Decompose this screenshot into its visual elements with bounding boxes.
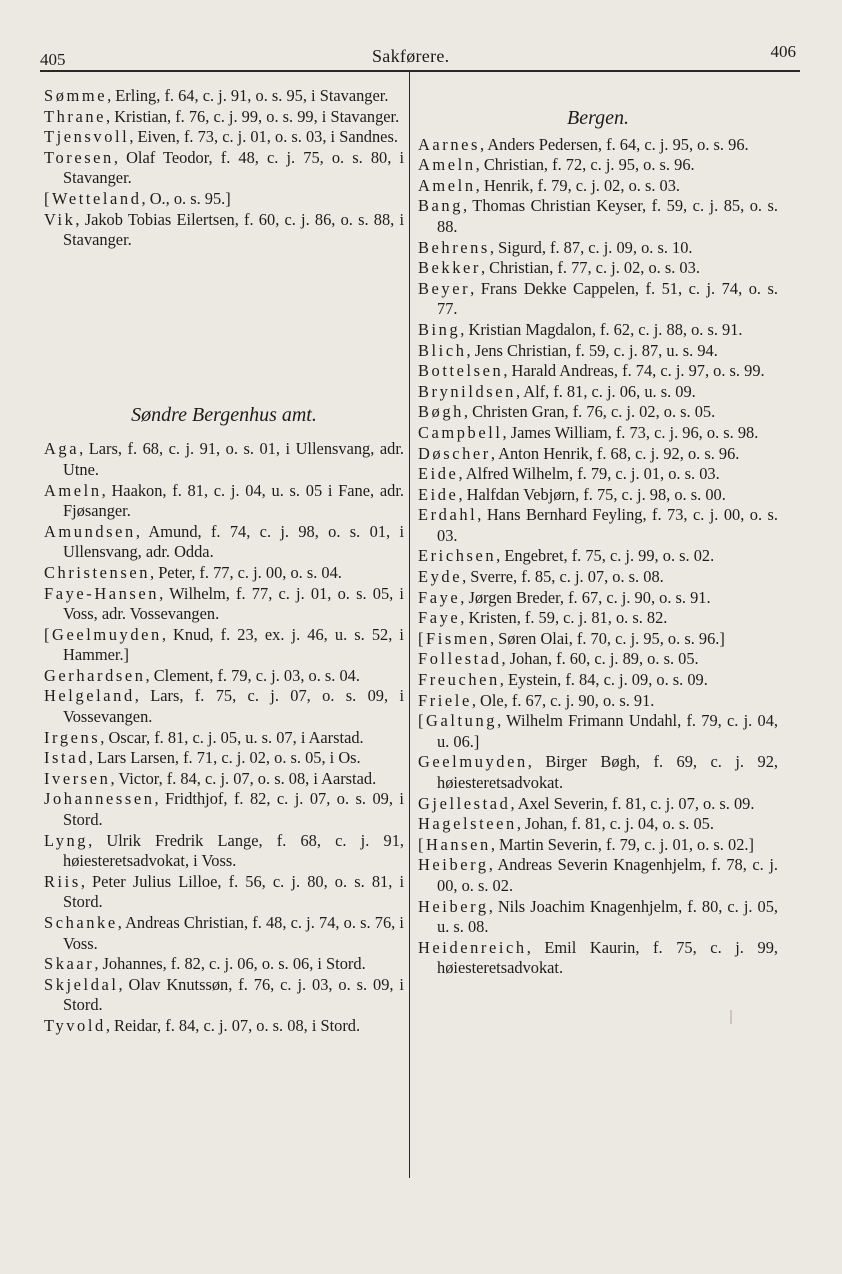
entry-surname: Tjensvoll: [44, 127, 130, 147]
entry-surname: Amundsen: [44, 521, 136, 541]
entry-details: , Peter, f. 77, c. j. 00, o. s. 04.: [150, 562, 342, 582]
entry-surname: Bang: [418, 196, 463, 216]
entry-details: , Lars Larsen, f. 71, c. j. 02, o. s. 05, i Os.: [88, 748, 361, 768]
entry-surname: Ameln: [418, 175, 476, 195]
entry-details: , Olav Knutssøn, f. 76, c. j. 03, o. s. 09, i Stord.: [63, 974, 404, 1015]
column-divider: [409, 72, 410, 1178]
entry-details: , Johan, f. 81, c. j. 04, o. s. 05.: [516, 814, 714, 834]
entry-details: , Oscar, f. 81, c. j. 05, u. s. 07, i Aarstad.: [100, 727, 364, 747]
entry-surname: Ameln: [418, 155, 476, 175]
directory-entry: [418, 752, 778, 793]
entry-details: , Ole, f. 67, c. j. 90, o. s. 91.: [471, 690, 655, 710]
entry-details: , Olaf Teodor, f. 48, c. j. 75, o. s. 80, i Stavanger.: [63, 147, 404, 188]
entry-surname: Bøgh: [418, 402, 464, 422]
stavanger-entries: [44, 86, 404, 251]
entry-details: , Kristen, f. 59, c. j. 81, o. s. 82.: [460, 608, 668, 628]
entry-details: , Kristian Magdalon, f. 62, c. j. 88, o. s. 91.: [460, 319, 743, 339]
directory-entry: [418, 855, 778, 896]
entry-details: , Christen Gran, f. 76, c. j. 02, o. s. 05.: [463, 402, 716, 422]
entry-surname: Lyng: [44, 830, 89, 850]
directory-entry: [418, 649, 778, 670]
entry-details: , Anton Henrik, f. 68, c. j. 92, o. s. 96.: [490, 443, 740, 463]
entry-details: , Johannes, f. 82, c. j. 06, o. s. 06, i Stord.: [94, 954, 366, 974]
entry-surname: Beyer: [418, 278, 471, 298]
entry-surname: Behrens: [418, 237, 490, 257]
entry-details: , Sigurd, f. 87, c. j. 09, o. s. 10.: [489, 237, 693, 257]
directory-entry: [44, 86, 404, 107]
section-title-bergen: Bergen.: [566, 107, 629, 129]
entry-details: , O., o. s. 95.]: [141, 188, 231, 208]
entry-details: , Wilhelm, f. 77, c. j. 01, o. s. 05, i Voss, adr. Vossevangen.: [63, 583, 404, 624]
directory-entry: [418, 505, 778, 546]
directory-entry: [418, 444, 778, 465]
directory-entry: [418, 814, 778, 835]
entry-details: , Christian, f. 72, c. j. 95, o. s. 96.: [475, 155, 695, 175]
entry-surname: Tyvold: [44, 1015, 106, 1035]
entry-surname: Erichsen: [418, 546, 497, 566]
directory-entry: [418, 608, 778, 629]
directory-entry: [418, 196, 778, 237]
entry-surname: Geelmuyden: [418, 752, 528, 772]
directory-entry: [418, 402, 778, 423]
directory-entry: [418, 279, 778, 320]
directory-entry: [418, 238, 778, 259]
directory-entry: [418, 588, 778, 609]
bergen-entries: [418, 135, 778, 979]
entry-details: , Knud, f. 23, ex. j. 46, u. s. 52, i Hammer.]: [63, 624, 404, 665]
directory-entry: [418, 567, 778, 588]
directory-entry: [44, 563, 404, 584]
directory-entry: [418, 135, 778, 156]
directory-entry: [44, 107, 404, 128]
directory-entry: [418, 546, 778, 567]
entry-details: , Haakon, f. 81, c. j. 04, u. s. 05 i Fane, adr. Fjøsanger.: [63, 480, 404, 521]
entry-details: , Amund, f. 74, c. j. 98, o. s. 01, i Ullensvang, adr. Odda.: [63, 521, 404, 562]
entry-surname: Blich: [418, 340, 467, 360]
directory-entry: [418, 835, 778, 856]
entry-surname: Faye-Hansen: [44, 583, 160, 603]
entry-details: , James William, f. 73, c. j. 96, o. s. 98.: [502, 422, 759, 442]
entry-details: , Henrik, f. 79, c. j. 02, o. s. 03.: [475, 175, 681, 195]
directory-entry: [44, 748, 404, 769]
directory-entry: [418, 258, 778, 279]
entry-details: , Clement, f. 79, c. j. 03, o. s. 04.: [145, 665, 360, 685]
entry-details: , Halfdan Vebjørn, f. 75, c. j. 98, o. s. 00.: [458, 484, 726, 504]
entry-surname: Johannessen: [44, 789, 155, 809]
entry-surname: Skaar: [44, 954, 95, 974]
entry-surname: [Geelmuyden: [44, 624, 162, 644]
directory-entry: [418, 794, 778, 815]
directory-entry: [418, 176, 778, 197]
entry-details: , Eystein, f. 84, c. j. 09, o. s. 09.: [499, 670, 708, 690]
entry-details: , Nils Joachim Knagenhjelm, f. 80, c. j. 05, u. s. 08.: [437, 896, 778, 937]
entry-details: , Jørgen Breder, f. 67, c. j. 90, o. s. 91.: [460, 587, 711, 607]
directory-entry: [44, 189, 404, 210]
entry-details: , Frans Dekke Cappelen, f. 51, c. j. 74, o. s. 77.: [437, 278, 778, 319]
entry-details: , Anders Pedersen, f. 64, c. j. 95, o. s. 96.: [480, 134, 749, 154]
entry-surname: Vik: [44, 209, 76, 229]
directory-entry: [44, 148, 404, 189]
entry-details: , Alfred Wilhelm, f. 79, c. j. 01, o. s. 03.: [458, 464, 720, 484]
entry-surname: Gerhardsen: [44, 665, 146, 685]
entry-details: , Jens Christian, f. 59, c. j. 87, u. s. 94.: [466, 340, 718, 360]
entry-surname: [Hansen: [418, 834, 491, 854]
entry-details: , Axel Severin, f. 81, c. j. 07, o. s. 09.: [510, 793, 755, 813]
print-smudge: [730, 1010, 732, 1024]
entry-surname: Iversen: [44, 768, 111, 788]
directory-entry: [44, 1016, 404, 1037]
entry-surname: Døscher: [418, 443, 491, 463]
entry-details: , Eiven, f. 73, c. j. 01, o. s. 03, i Sandnes.: [129, 127, 398, 147]
entry-details: , Martin Severin, f. 79, c. j. 01, o. s. 02.]: [490, 834, 754, 854]
entry-details: , Christian, f. 77, c. j. 02, o. s. 03.: [480, 258, 700, 278]
entry-details: , Lars, f. 68, c. j. 91, o. s. 01, i Ullensvang, adr. Utne.: [63, 439, 404, 479]
entry-details: , Sverre, f. 85, c. j. 07, o. s. 08.: [462, 567, 664, 587]
entry-surname: Erdahl: [418, 505, 478, 525]
entry-surname: Heidenreich: [418, 937, 527, 957]
entry-surname: Aarnes: [418, 134, 481, 154]
entry-details: , Ulrik Fredrik Lange, f. 68, c. j. 91, høiesteretsadvokat, i Voss.: [63, 830, 404, 871]
directory-entry: [418, 423, 778, 444]
directory-entry: [418, 691, 778, 712]
page-number-left: 405: [40, 50, 66, 69]
entry-surname: Riis: [44, 871, 81, 891]
entry-details: , Reidar, f. 84, c. j. 07, o. s. 08, i Stord.: [105, 1015, 361, 1035]
directory-entry: [418, 382, 778, 403]
directory-entry: [418, 629, 778, 650]
entry-surname: Heiberg: [418, 855, 489, 875]
entry-surname: Schanke: [44, 913, 118, 932]
entry-details: , Lars, f. 75, c. j. 07, o. s. 09, i Vossevangen.: [63, 686, 404, 727]
directory-entry: [44, 127, 404, 148]
directory-entry: [44, 872, 404, 913]
directory-entry: [44, 439, 404, 480]
entry-details: , Alf, f. 81, c. j. 06, u. s. 09.: [515, 381, 696, 401]
entry-details: , Wilhelm Frimann Undahl, f. 79, c. j. 04, u. 06.]: [437, 711, 778, 751]
entry-details: , Emil Kaurin, f. 75, c. j. 99, høiesteretsadvokat.: [437, 937, 778, 978]
entry-surname: Eide: [418, 484, 459, 504]
entry-surname: Skjeldal: [44, 974, 119, 994]
entry-surname: Freuchen: [418, 670, 500, 690]
entry-surname: Follestad: [418, 649, 502, 669]
sondre-bergenhus-entries: [44, 439, 404, 1036]
entry-surname: [Wetteland: [44, 188, 142, 208]
directory-entry: [44, 584, 404, 625]
entry-surname: Christensen: [44, 562, 150, 582]
directory-entry: [44, 625, 404, 666]
directory-entry: [44, 728, 404, 749]
entry-surname: Faye: [418, 587, 461, 607]
entry-details: , Victor, f. 84, c. j. 07, o. s. 08, i Aarstad.: [110, 768, 377, 788]
entry-details: , Fridthjof, f. 82, c. j. 07, o. s. 09, i Stord.: [63, 789, 404, 830]
entry-surname: Gjellestad: [418, 793, 511, 813]
directory-entry: [418, 341, 778, 362]
directory-entry: [418, 485, 778, 506]
entry-details: , Søren Olai, f. 70, c. j. 95, o. s. 96.]: [489, 628, 725, 648]
directory-entry: [418, 938, 778, 979]
entry-details: , Andreas Christian, f. 48, c. j. 74, o. s. 76, i Voss.: [63, 913, 404, 953]
left-column: [44, 86, 404, 1037]
entry-details: , Birger Bøgh, f. 69, c. j. 92, høiesteretsadvokat.: [437, 752, 778, 792]
directory-entry: [44, 522, 404, 563]
directory-entry: [44, 954, 404, 975]
running-title: Sakførere.: [372, 46, 450, 66]
entry-details: , Peter Julius Lilloe, f. 56, c. j. 80, o. s. 81, i Stord.: [63, 871, 404, 912]
directory-entry: [44, 831, 404, 872]
directory-entry: [44, 666, 404, 687]
entry-details: , Jakob Tobias Eilertsen, f. 60, c. j. 86, o. s. 88, i Stavanger.: [63, 209, 404, 250]
entry-surname: Bottelsen: [418, 361, 504, 381]
entry-details: , Engebret, f. 75, c. j. 99, o. s. 02.: [496, 546, 715, 566]
directory-entry: [418, 711, 778, 752]
directory-entry: [44, 975, 404, 1016]
directory-entry: [44, 210, 404, 251]
entry-surname: Heiberg: [418, 896, 489, 916]
entry-surname: Bekker: [418, 258, 481, 278]
right-column: [418, 86, 778, 979]
section-title-sondre-bergenhus: Søndre Bergenhus amt.: [131, 403, 317, 426]
entry-surname: Aga: [44, 439, 80, 459]
entry-details: , Harald Andreas, f. 74, c. j. 97, o. s. 99.: [503, 361, 765, 381]
directory-entry: [418, 361, 778, 382]
entry-surname: Helgeland: [44, 686, 135, 706]
entry-surname: Ameln: [44, 480, 102, 500]
entry-surname: Eyde: [418, 567, 463, 587]
entry-details: , Kristian, f. 76, c. j. 99, o. s. 99, i Stavanger.: [106, 106, 400, 126]
header-rule: [40, 70, 800, 72]
page-number-right: 406: [770, 42, 796, 61]
entry-details: , Erling, f. 64, c. j. 91, o. s. 95, i Stavanger.: [107, 86, 389, 105]
directory-entry: [44, 913, 404, 954]
entry-details: , Thomas Christian Keyser, f. 59, c. j. 85, o. s. 88.: [437, 196, 778, 236]
entry-details: , Andreas Severin Knagenhjelm, f. 78, c. j. 00, o. s. 02.: [437, 855, 778, 895]
entry-details: , Hans Bernhard Feyling, f. 73, c. j. 00, o. s. 03.: [437, 505, 778, 545]
directory-entry: [44, 769, 404, 790]
directory-entry: [418, 670, 778, 691]
entry-surname: [Galtung: [418, 711, 498, 731]
entry-surname: Irgens: [44, 727, 101, 747]
directory-entry: [418, 897, 778, 938]
directory-entry: [44, 481, 404, 522]
entry-surname: Campbell: [418, 422, 503, 442]
entry-surname: Thrane: [44, 106, 107, 126]
page-header: [0, 0, 842, 80]
directory-entry: [44, 789, 404, 830]
entry-surname: Eide: [418, 464, 459, 484]
entry-surname: Hagelsteen: [418, 814, 517, 834]
entry-surname: Istad: [44, 748, 89, 768]
entry-surname: Brynildsen: [418, 381, 516, 401]
entry-surname: Friele: [418, 690, 472, 710]
entry-surname: Faye: [418, 608, 461, 628]
directory-entry: [418, 320, 778, 341]
entry-surname: [Fismen: [418, 628, 490, 648]
directory-entry: [418, 464, 778, 485]
section-spacer: [44, 251, 404, 405]
directory-entry: [418, 155, 778, 176]
entry-surname: Toresen: [44, 147, 114, 167]
entry-details: , Johan, f. 60, c. j. 89, o. s. 05.: [501, 649, 699, 669]
directory-entry: [44, 686, 404, 727]
entry-surname: Sømme: [44, 86, 108, 105]
entry-surname: Bing: [418, 319, 461, 339]
